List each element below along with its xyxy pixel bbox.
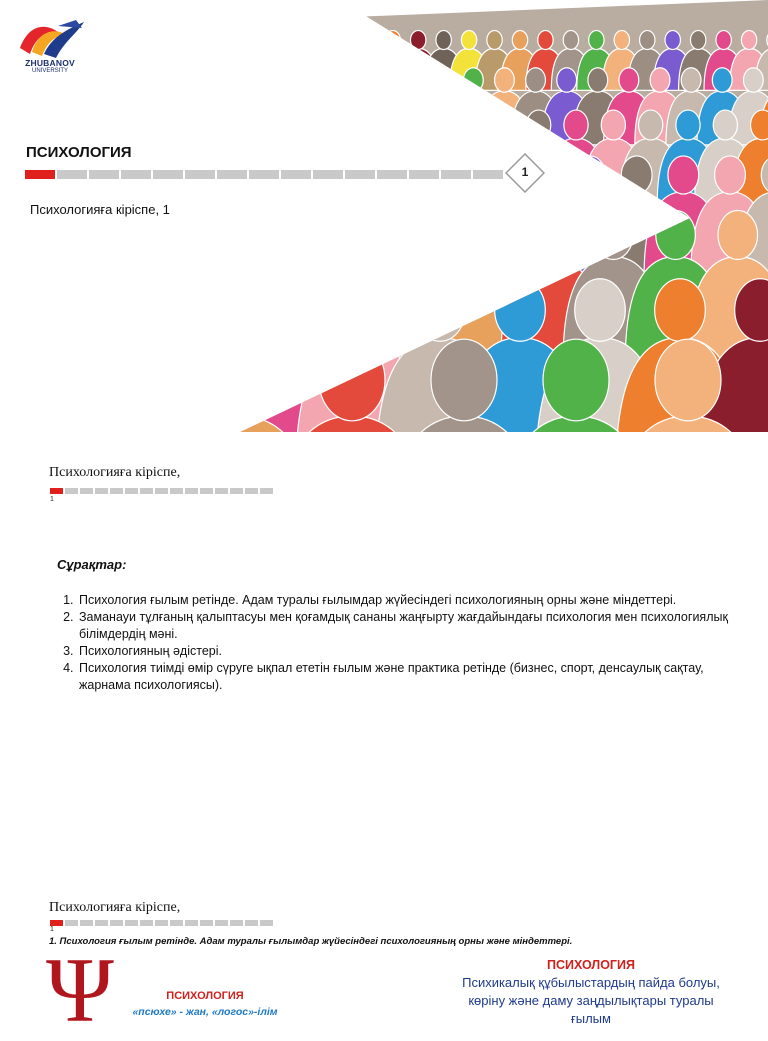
progress-segment xyxy=(185,488,198,494)
person-silhouette xyxy=(640,30,655,49)
progress-segment xyxy=(140,920,153,926)
person-silhouette xyxy=(650,68,670,92)
person-silhouette xyxy=(543,339,609,421)
progress-segment xyxy=(377,170,407,179)
progress-segment xyxy=(95,488,108,494)
progress-segment xyxy=(121,170,151,179)
progress-segment xyxy=(125,920,138,926)
section-progress-bar xyxy=(50,488,273,494)
person-silhouette xyxy=(668,156,699,194)
progress-segment xyxy=(215,488,228,494)
progress-segment xyxy=(313,170,343,179)
progress-segment xyxy=(153,170,183,179)
person-silhouette xyxy=(655,339,721,421)
person-silhouette xyxy=(487,30,502,49)
psi-symbol-icon: Ψ xyxy=(46,939,114,1041)
section-progress-bar xyxy=(50,920,273,926)
progress-segment xyxy=(441,170,471,179)
progress-segment xyxy=(230,920,243,926)
person-silhouette xyxy=(461,30,476,49)
person-silhouette xyxy=(557,68,577,92)
question-heading: 1. Психология ғылым ретінде. Адам туралы ғылымдар жүйесіндегі психологияның орны және міндеттері. xyxy=(49,936,573,947)
progress-segment xyxy=(50,488,63,494)
progress-segment xyxy=(155,920,168,926)
progress-segment xyxy=(155,488,168,494)
progress-segment xyxy=(110,920,123,926)
person-silhouette xyxy=(741,30,756,49)
person-silhouette xyxy=(712,68,732,92)
person-silhouette xyxy=(655,279,706,342)
person-silhouette xyxy=(676,110,700,140)
slide-title: ПСИХОЛОГИЯ xyxy=(26,144,132,161)
section-header-mark: 1 xyxy=(50,926,54,933)
progress-bar xyxy=(25,170,503,179)
title-slide xyxy=(0,0,768,432)
person-silhouette xyxy=(588,68,608,92)
person-silhouette xyxy=(563,30,578,49)
person-silhouette xyxy=(690,30,705,49)
progress-segment xyxy=(110,488,123,494)
progress-segment xyxy=(249,170,279,179)
list-item: 4. Психология тиімді өмір сүруге ықпал ететін ғылым және практика ретінде (бизнес, спорт, денсаулық сақтау, жарнама психологиясы). xyxy=(77,660,737,694)
progress-segment xyxy=(185,920,198,926)
section-header: Психологияға кіріспе, xyxy=(49,465,181,480)
person-silhouette xyxy=(716,30,731,49)
progress-segment xyxy=(65,920,78,926)
progress-segment xyxy=(95,920,108,926)
person-silhouette xyxy=(495,68,515,92)
section-header-mark: 1 xyxy=(50,496,54,503)
person-silhouette xyxy=(639,110,663,140)
person-silhouette xyxy=(601,110,625,140)
progress-segment xyxy=(170,920,183,926)
progress-segment xyxy=(217,170,247,179)
progress-segment xyxy=(57,170,87,179)
person-silhouette xyxy=(538,30,553,49)
person-silhouette xyxy=(575,279,626,342)
progress-segment xyxy=(125,488,138,494)
questions-list xyxy=(57,592,737,694)
list-item: 1. Психология ғылым ретінде. Адам туралы ғылымдар жүйесіндегі психологияның орны және міндеттері. xyxy=(77,592,737,609)
person-silhouette xyxy=(743,68,763,92)
person-silhouette xyxy=(713,110,737,140)
progress-segment xyxy=(345,170,375,179)
person-silhouette xyxy=(564,110,588,140)
list-item: 2. Заманауи тұлғаның қалыптасуы мен қоғамдық сананы жаңғырту жағдайындағы психология мен психологиялық білімдердің мәні. xyxy=(77,609,737,643)
person-silhouette xyxy=(681,68,701,92)
progress-segment xyxy=(215,920,228,926)
progress-segment xyxy=(200,488,213,494)
section-header: Психологияға кіріспе, xyxy=(49,900,181,915)
slide-subtitle: Психологияға кіріспе, 1 xyxy=(30,202,170,217)
person-silhouette xyxy=(589,30,604,49)
etymology-definition: «псюхе» - жан, «логос»-ілім xyxy=(132,1006,278,1018)
progress-segment xyxy=(140,488,153,494)
progress-segment xyxy=(200,920,213,926)
progress-segment xyxy=(260,920,273,926)
person-silhouette xyxy=(526,68,546,92)
progress-segment xyxy=(260,488,273,494)
list-item: 3. Психологияның әдістері. xyxy=(77,643,737,660)
person-silhouette xyxy=(431,339,497,421)
person-silhouette xyxy=(619,68,639,92)
psychology-definition: Психикалық құбылыстардың пайда болуы, көріну және даму заңдылықтары туралы ғылым xyxy=(462,975,720,1026)
progress-segment xyxy=(89,170,119,179)
person-silhouette xyxy=(665,30,680,49)
progress-segment xyxy=(65,488,78,494)
person-silhouette xyxy=(436,30,451,49)
progress-segment xyxy=(185,170,215,179)
progress-segment xyxy=(409,170,439,179)
progress-segment xyxy=(80,920,93,926)
slide-number: 1 xyxy=(521,165,529,179)
progress-segment xyxy=(230,488,243,494)
progress-segment xyxy=(245,920,258,926)
progress-segment xyxy=(25,170,55,179)
progress-segment xyxy=(80,488,93,494)
questions-label: Сұрақтар: xyxy=(57,557,127,572)
psychology-label: ПСИХОЛОГИЯ xyxy=(166,990,244,1002)
person-silhouette xyxy=(512,30,527,49)
person-silhouette xyxy=(718,211,758,260)
progress-segment xyxy=(281,170,311,179)
progress-segment xyxy=(245,488,258,494)
psychology-heading: ПСИХОЛОГИЯ xyxy=(547,958,635,972)
progress-segment xyxy=(170,488,183,494)
progress-segment xyxy=(473,170,503,179)
person-silhouette xyxy=(614,30,629,49)
logo-subtitle: UNIVERSITY xyxy=(31,68,68,74)
logo-name: ZHUBANOV xyxy=(25,58,75,68)
person-silhouette xyxy=(715,156,746,194)
